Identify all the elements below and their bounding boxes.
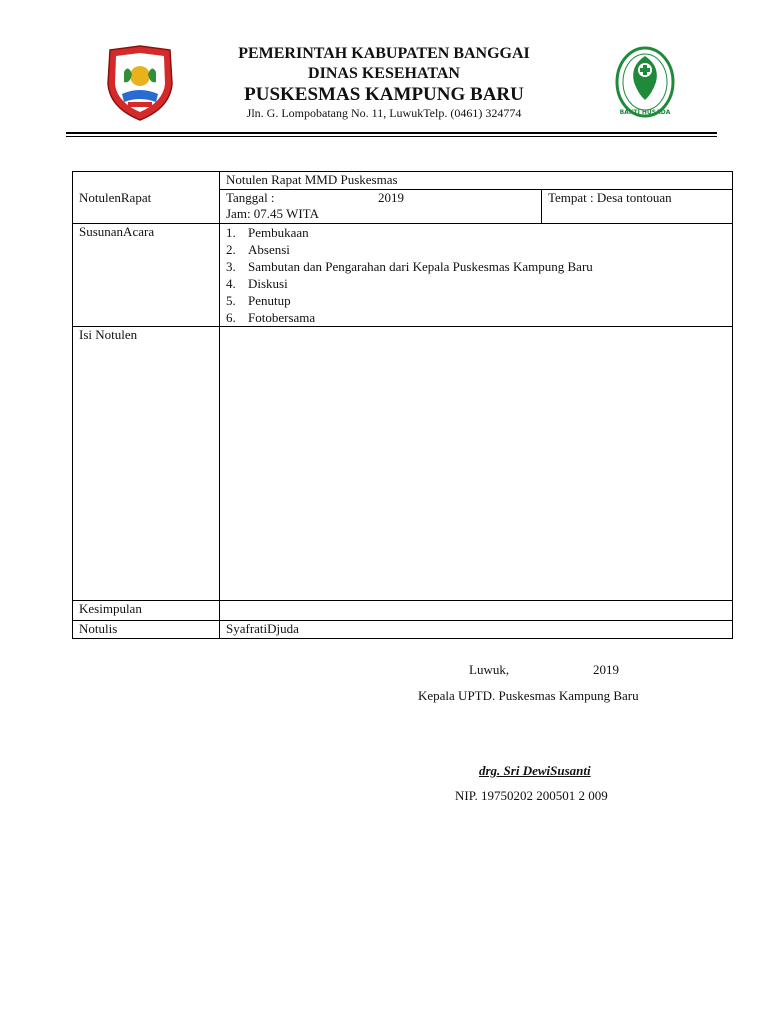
agenda-cell [220, 224, 733, 327]
isi-notulen-content [220, 327, 733, 601]
tanggal-label: Tanggal : [226, 190, 275, 205]
signature-year: 2019 [593, 662, 619, 677]
agenda-list [226, 224, 726, 326]
agenda-item: 5. Penutup [226, 293, 291, 308]
header-line-3: PUSKESMAS KAMPUNG BARU [244, 84, 524, 105]
isi-notulen-label: Isi Notulen [73, 327, 220, 601]
signature-nip: NIP. 19750202 200501 2 009 [455, 788, 608, 803]
tempat-text: Tempat : Desa tontouan [542, 190, 733, 224]
header-line-2: DINAS KESEHATAN [308, 65, 460, 82]
date-time-cell [220, 190, 542, 224]
agenda-item: 3. Sambutan dan Pengarahan dari Kepala Puskesmas Kampung Baru [226, 259, 593, 274]
kesimpulan-content [220, 601, 733, 621]
agenda-label: SusunanAcara [73, 224, 220, 327]
header-address: Jln. G. Lompobatang No. 11, LuwukTelp. (0461) 324774 [246, 106, 522, 120]
notulis-label: Notulis [73, 621, 220, 639]
signature-title: Kepala UPTD. Puskesmas Kampung Baru [418, 688, 639, 703]
agenda-item: 2. Absensi [226, 242, 290, 257]
minutes-table [72, 171, 733, 639]
signature-place: Luwuk, [469, 662, 510, 677]
header-rule-thin [66, 136, 717, 137]
bakti-husada-text: BAKTI HUSADA [619, 109, 671, 116]
notulis-value: SyafratiDjuda [220, 621, 733, 639]
meeting-title: Notulen Rapat MMD Puskesmas [220, 172, 733, 190]
notulen-rapat-label: NotulenRapat [73, 172, 220, 224]
kesimpulan-label: Kesimpulan [73, 601, 220, 621]
agenda-item: 4. Diskusi [226, 276, 288, 291]
header-line-1: PEMERINTAH KABUPATEN BANGGAI [238, 45, 530, 62]
jam-text: Jam: 07.45 WITA [226, 206, 319, 221]
signature-name: drg. Sri DewiSusanti [479, 763, 591, 778]
agenda-item: 1. Pembukaan [226, 225, 309, 240]
agenda-item: 6. Fotobersama [226, 310, 316, 325]
header-rule-thick [66, 132, 717, 134]
tanggal-year: 2019 [378, 190, 404, 205]
